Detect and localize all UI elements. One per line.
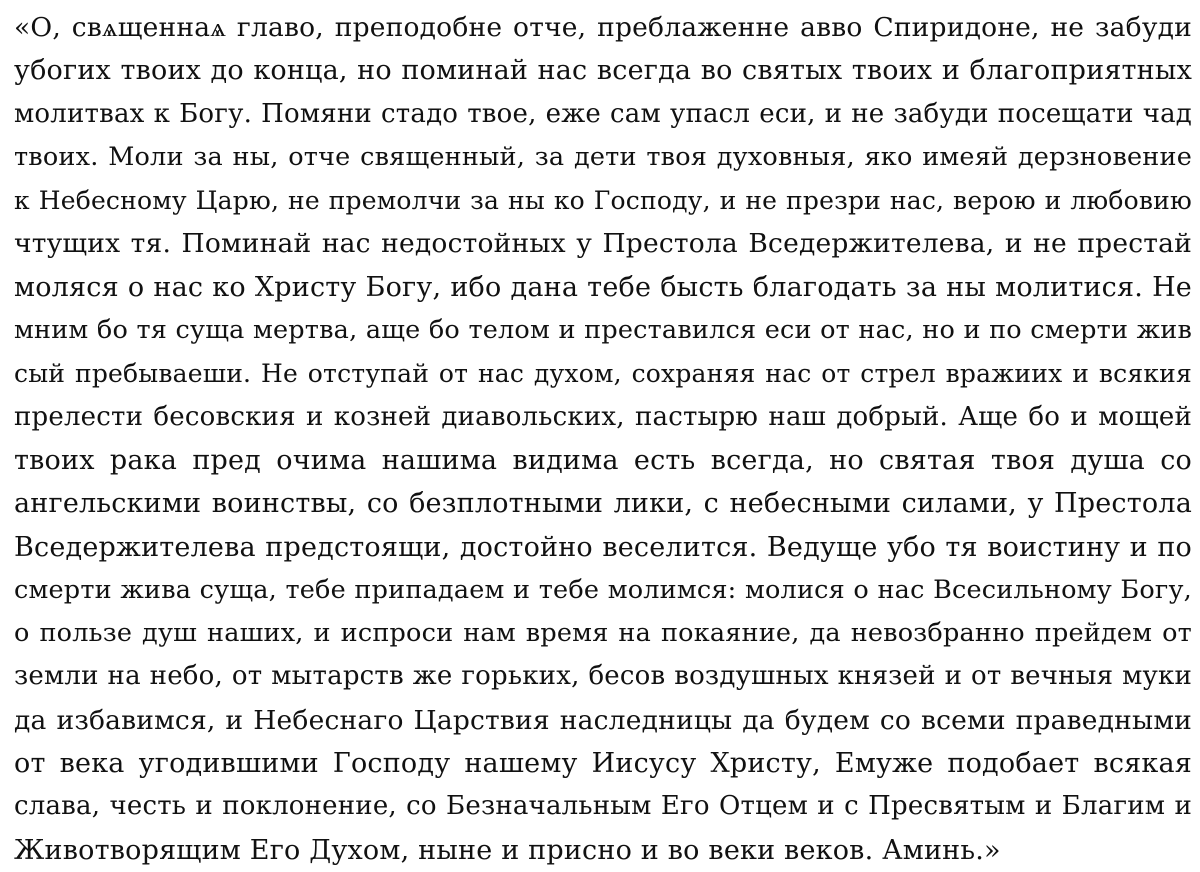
prayer-line: моляся о нас ко Христу Богу, ибо дана тебе бысть благодать за ны молитися. Не — [14, 271, 1192, 303]
prayer-line: к Небесному Царю, не премолчи за ны ко Господу, и не презри нас, верою и любовию — [14, 186, 1192, 216]
prayer-line: сый пребываеши. Не отступай от нас духом, сохраняя нас от стрел вражиих и всякия — [14, 359, 1192, 389]
prayer-line: «О, свѧщеннаѧ главо, преподобне отче, преблаженне авво Спиридоне, не забуди — [14, 12, 1192, 43]
prayer-line: молитвах к Богу. Помяни стадо твое, еже сам упасл еси, и не забуди посещати чад — [14, 98, 1192, 129]
prayer-line: Вседержителева предстоящи, достойно веселится. Ведуще убо тя воистину и по — [14, 531, 1192, 563]
prayer-line: о пользе душ наших, и испроси нам время на покаяние, да невозбранно прейдем от — [14, 618, 1192, 649]
prayer-line: мним бо тя суща мертва, аще бо телом и преставился еси от нас, но и по смерти жив — [14, 315, 1192, 346]
prayer-line: земли на небо, от мытарств же горьких, бесов воздушных князей и от вечныя муки — [14, 661, 1192, 692]
prayer-line: ангельскими воинствы, со безплотными лики, с небесными силами, у Престола — [14, 488, 1192, 520]
prayer-line: твоих рака пред очима нашима видима есть всегда, но святая твоя душа со — [14, 444, 1192, 476]
prayer-line: прелести бесовския и козней диавольских, пастырю наш добрый. Аще бо и мощей — [14, 401, 1192, 432]
prayer-line: смерти жива суща, тебе припадаем и тебе молимся: молися о нас Всесильному Богу, — [14, 574, 1192, 605]
prayer-line: слава, честь и поклонение, со Безначальным Его Отцем и с Пресвятым и Благим и — [14, 791, 1192, 822]
prayer-line-last: Животворящим Его Духом, ныне и присно и во веки веков. Аминь.» — [14, 834, 1001, 866]
prayer-line: убогих твоих до конца, но поминай нас всегда во святых твоих и благоприятных — [14, 55, 1192, 87]
prayer-line: да избавимся, и Небеснаго Царствия наследницы да будем со всеми праведными — [14, 704, 1192, 736]
prayer-text-block — [14, 6, 1192, 872]
prayer-line: от века угодившими Господу нашему Иисусу Христу, Емуже подобает всякая — [14, 748, 1192, 780]
prayer-line: твоих. Моли за ны, отче священный, за дети твоя духовныя, яко имеяй дерзновение — [14, 141, 1192, 172]
prayer-line: чтущих тя. Поминай нас недостойных у Престола Вседержителева, и не престай — [14, 228, 1192, 260]
